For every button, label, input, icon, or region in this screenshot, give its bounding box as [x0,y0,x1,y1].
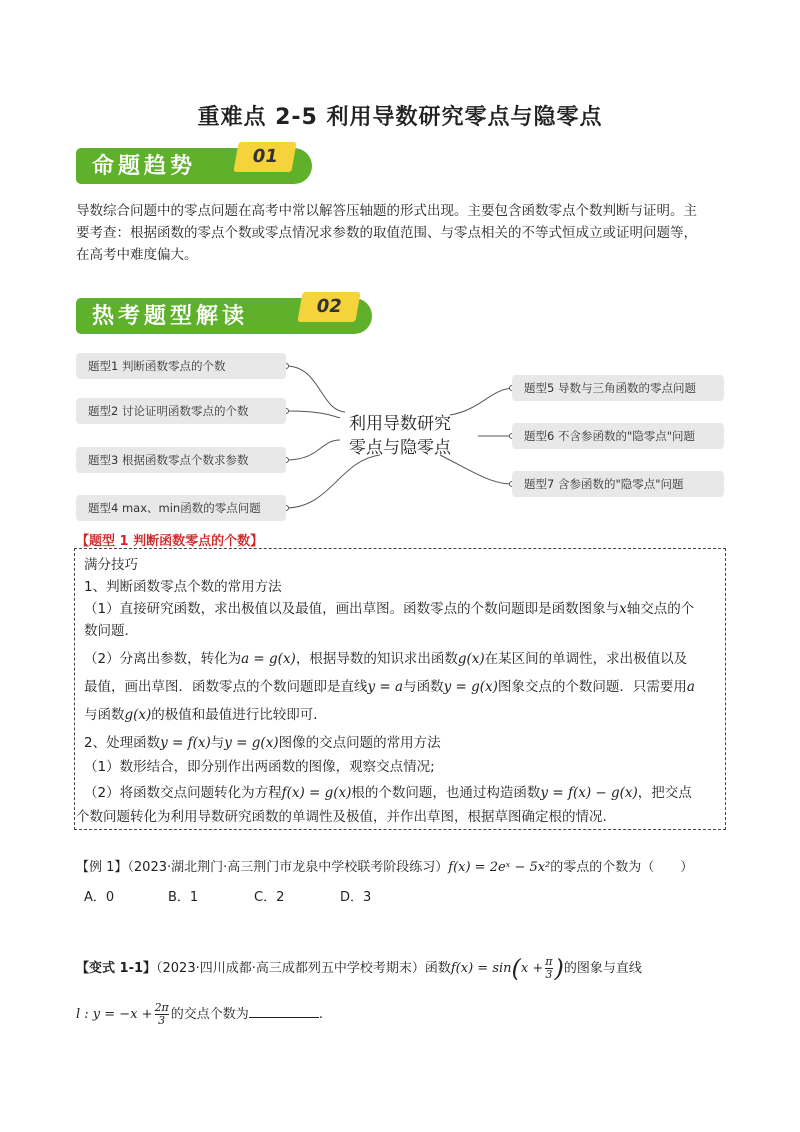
option-c[interactable]: C．2 [254,890,285,905]
text-span: 在某区间的单调性，求出极值以及 [484,651,688,667]
math-formula: f(x) = g(x) [281,785,352,801]
tips-heading: 满分技巧 [84,557,138,573]
text-span: 轴交点的个 [626,601,695,617]
mindmap-center-line: 利用导数研究 [349,414,451,434]
tips-line [84,704,327,726]
frac-den: 3 [158,1014,166,1027]
text-span: 图象交点的个数问题．只需要用 [497,679,687,695]
example1-question [76,856,693,875]
math-formula: a = g(x) [241,651,296,667]
text-span: （2）分离出参数，转化为 [84,651,242,667]
text-span: 2、处理函数 [84,735,161,751]
frac-num: 2π [154,1001,169,1014]
math-formula: y = f(x) [160,735,211,751]
variant1-text: 的交点个数为 [170,1007,249,1022]
intro-line: 在高考中难度偏大。 [76,247,198,263]
period: . [318,1007,323,1022]
variant1-formula: f(x) = sin [450,961,512,976]
variant1-source: （2023·四川成都·高三成都列五中学校考期末）函数 [156,961,451,976]
text-span: 与 [210,735,225,751]
section-number-badge: 02 [297,292,360,322]
text-span: 图像的交点问题的常用方法 [278,735,441,751]
text-span: （2）将函数交点问题转化为方程 [84,785,282,801]
example1-source: （2023·湖北荆门·高三荆门市龙泉中学校联考阶段练习） [127,860,449,875]
mindmap-node-type3: 题型3 根据函数零点个数求参数 [76,447,286,473]
variant1-label: 【变式 1-1】 [76,961,157,976]
mindmap-node-type4: 题型4 max、min函数的零点问题 [76,495,286,521]
mindmap-node-type1: 题型1 判断函数零点的个数 [76,353,286,379]
text-span: 最值，画出草图．函数零点的个数问题即是直线 [84,679,368,695]
intro-line: 导数综合问题中的零点问题在高考中常以解答压轴题的形式出现。主要包含函数零点个数判断与证明。主 [76,203,697,219]
example1-formula: f(x) = 2eˣ − 5x² [448,860,551,875]
intro-line: 要考查：根据函数的零点个数或零点情况求参数的取值范围、与零点相关的不等式恒成立或证明问题等， [76,225,697,241]
tips-line [84,732,441,754]
mindmap-node-type7: 题型7 含参函数的"隐零点"问题 [512,471,724,497]
math-formula: g(x) [457,651,485,667]
tips-line: 1、判断函数零点个数的常用方法 [84,579,282,595]
section-banner-label: 热考题型解读 [92,303,249,329]
tips-line [84,648,687,670]
section-banner-label: 命题趋势 [92,153,197,179]
tips-line [84,676,695,698]
mindmap-node-type2: 题型2 讨论证明函数零点的个数 [76,398,286,424]
math-x: x [619,601,627,617]
variant1-arg: x + [520,961,544,976]
text-span: ，把交点 [637,785,692,801]
option-b[interactable]: B．1 [168,890,199,905]
option-d[interactable]: D．3 [340,890,372,905]
mindmap-center-line: 零点与隐零点 [349,438,451,458]
tips-line: （1）数形结合，即分别作出两函数的图像，观察交点情况; [84,759,435,775]
variant1-question [76,956,642,981]
frac-den: 3 [545,968,553,981]
mindmap-node-type5: 题型5 导数与三角函数的零点问题 [512,375,724,401]
paren-open: ( [511,954,521,983]
text-span: （1）直接研究函数，求出极值以及最值，画出草图。函数零点的个数问题即是函数图象与 [84,601,620,617]
mindmap-center [330,412,470,460]
math-formula: y = a [367,679,404,695]
answer-blank[interactable] [249,1003,319,1018]
paren-close: ) [554,954,564,983]
fraction-pi-over-3 [545,956,552,981]
example1-question-text: 的零点的个数为（ ） [550,860,694,875]
type1-heading: 【题型 1 判断函数零点的个数】 [76,534,264,549]
tips-line [84,782,692,804]
example1-label: 【例 1】 [76,860,128,875]
math-formula: g(x) [124,707,152,723]
mindmap-node-type6: 题型6 不含参函数的"隐零点"问题 [512,423,724,449]
fraction-2pi-over-3 [155,1002,169,1027]
text-span: 与函数 [84,707,125,723]
variant1-text: 的图象与直线 [563,961,642,976]
section-number-badge: 01 [233,142,296,172]
frac-num: π [545,955,553,968]
text-span: 与函数 [403,679,444,695]
tips-line: 个数问题转化为利用导数研究函数的单调性及极值，并作出草图，根据草图确定根的情况. [76,809,607,825]
math-formula: y = g(x) [443,679,498,695]
option-a[interactable]: A．0 [84,890,115,905]
text-span: 根的个数问题，也通过构造函数 [351,785,541,801]
math-formula: y = f(x) − g(x) [540,785,638,801]
math-formula: y = g(x) [224,735,279,751]
text-span: ，根据导数的知识求出函数 [295,651,458,667]
line-equation: l : y = −x + [76,1007,153,1022]
text-span: 的极值和最值进行比较即可． [151,707,327,723]
tips-line [84,598,694,620]
math-formula: a [686,679,695,695]
tips-line: 数问题． [84,623,138,639]
page-title: 重难点 2-5 利用导数研究零点与隐零点 [197,105,603,130]
variant1-line [76,1002,323,1027]
